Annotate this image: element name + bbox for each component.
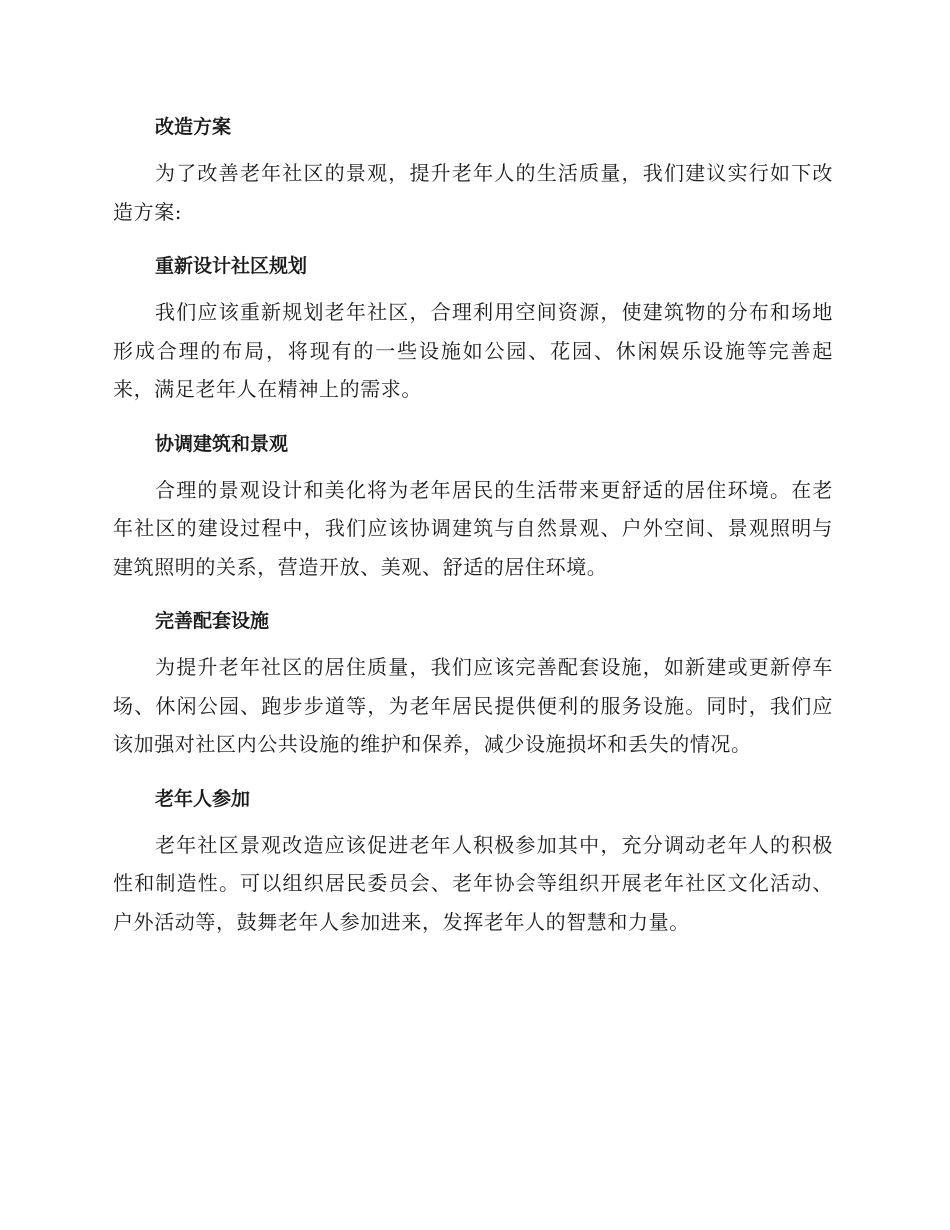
section-coordinate-landscape	[113, 425, 833, 587]
section-paragraph: 为了改善老年社区的景观，提升老年人的生活质量，我们建议实行如下改造方案:	[113, 161, 833, 224]
section-paragraph: 合理的景观设计和美化将为老年居民的生活带来更舒适的居住环境。在老年社区的建设过程中，我们应该协调建筑与自然景观、户外空间、景观照明与建筑照明的关系，营造开放、美观、舒适的居住环境。	[113, 477, 833, 579]
section-elderly-participation	[113, 780, 833, 942]
section-heading: 重新设计社区规划	[155, 255, 308, 277]
section-heading: 老年人参加	[155, 787, 251, 810]
section-heading: 改造方案	[155, 116, 232, 138]
section-paragraph: 我们应该重新规划老年社区，合理利用空间资源，使建筑物的分布和场地形成合理的布局，将现有的一些设施如公园、花园、休闲娱乐设施等完善起来，满足老年人在精神上的需求。	[113, 300, 833, 401]
section-paragraph: 为提升老年社区的居住质量，我们应该完善配套设施，如新建或更新停车场、休闲公园、跑步步道等，为老年居民提供便利的服务设施。同时，我们应该加强对社区内公共设施的维护和保养，减少设施损坏和丢失的情况。	[113, 655, 833, 756]
document-page	[113, 108, 833, 957]
section-facilities	[113, 602, 833, 764]
section-renovation-plan	[113, 108, 833, 231]
section-heading: 完善配套设施	[155, 610, 270, 632]
section-redesign-planning	[113, 247, 833, 409]
section-heading: 协调建筑和景观	[155, 432, 289, 455]
section-paragraph: 老年社区景观改造应该促进老年人积极参加其中，充分调动老年人的积极性和制造性。可以组织居民委员会、老年协会等组织开展老年社区文化活动、户外活动等，鼓舞老年人参加进来，发挥老年人的智慧和力量。	[113, 832, 833, 934]
